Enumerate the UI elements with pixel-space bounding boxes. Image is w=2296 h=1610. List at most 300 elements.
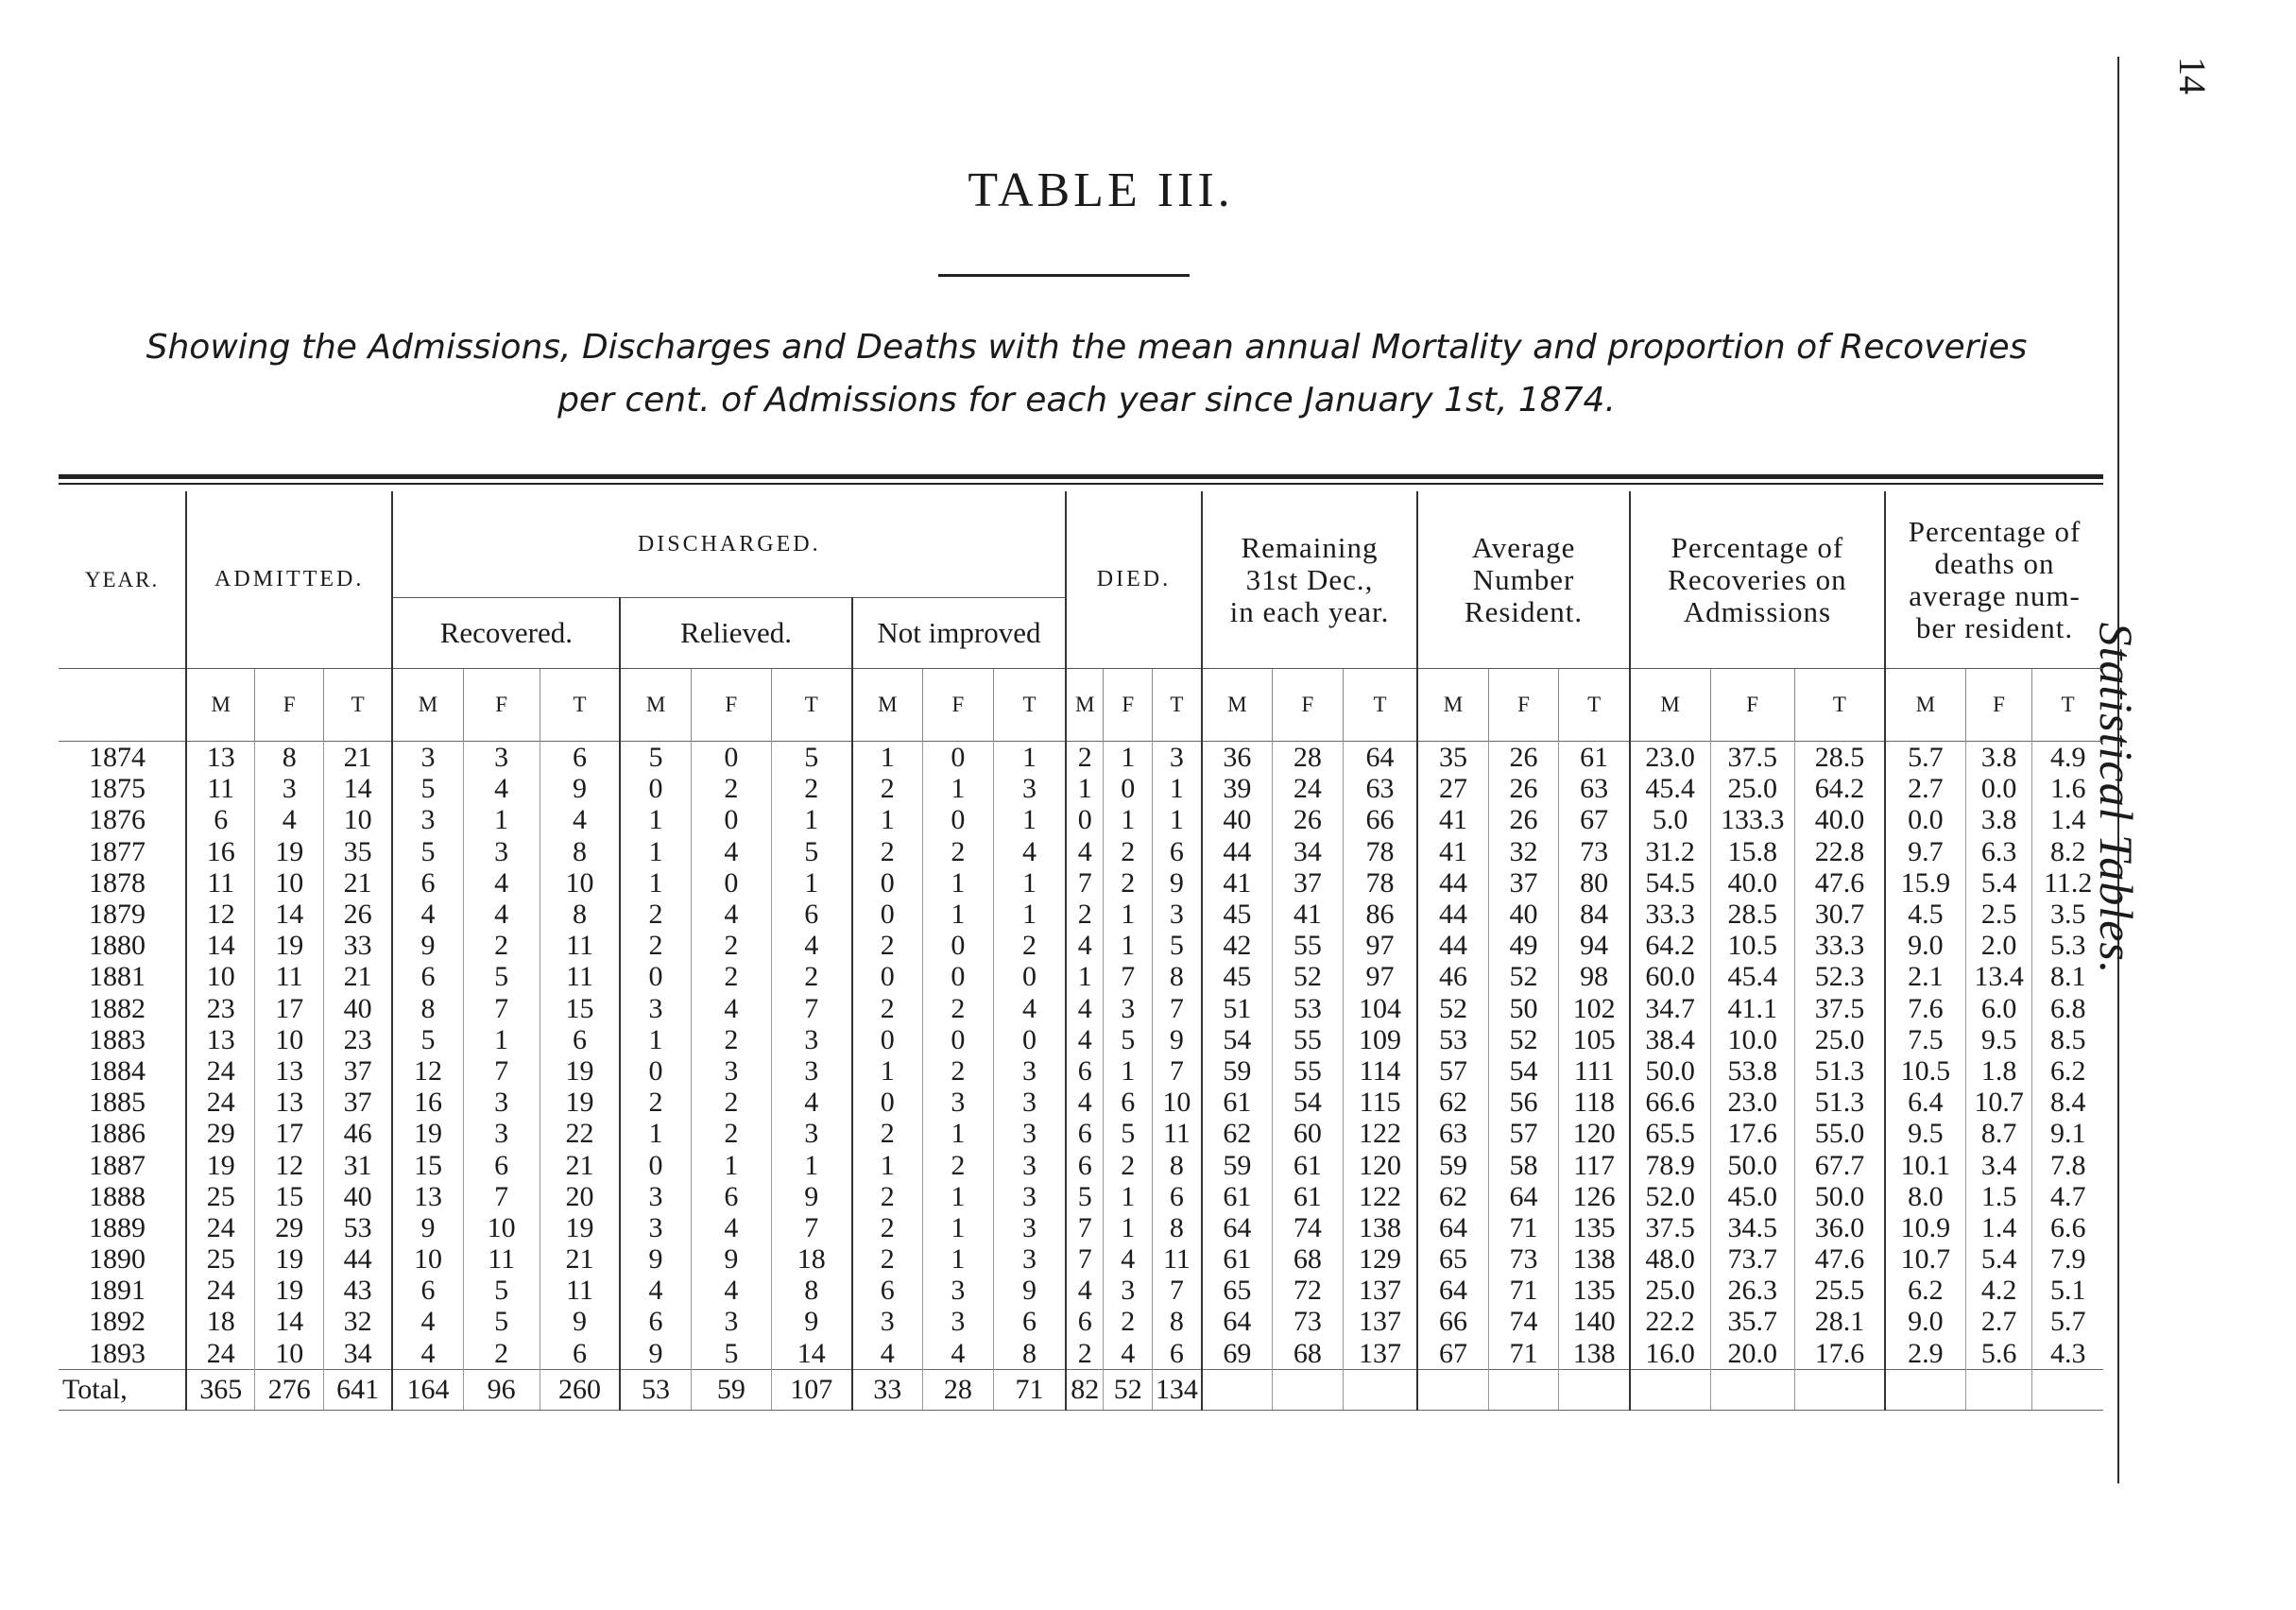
side-caption: Statistical Tables. — [2090, 622, 2143, 975]
table-cell: 1 — [922, 773, 993, 804]
table-cell: 2 — [852, 836, 923, 867]
row-label: 1892 — [89, 1306, 146, 1338]
table-row — [59, 993, 2103, 1024]
table-cell: 84 — [1559, 899, 1630, 930]
row-label: 1893 — [89, 1337, 146, 1369]
table-cell: 1 — [771, 867, 851, 899]
table-cell: 86 — [1343, 899, 1417, 930]
table-cell: 0 — [922, 930, 993, 961]
table-cell: 50.0 — [1794, 1181, 1885, 1212]
table-row — [59, 1243, 2103, 1275]
table-cell: 3 — [691, 1055, 771, 1087]
table-cell: 9 — [392, 930, 463, 961]
table-cell: 4.9 — [2032, 742, 2103, 774]
table-cell: 2 — [922, 1149, 993, 1180]
table-cell: 64 — [1202, 1212, 1273, 1243]
table-cell: 9.5 — [1885, 1118, 1965, 1149]
header-average-line-1: Average — [1471, 530, 1576, 564]
table-cell: 1 — [620, 1118, 691, 1149]
table-cell: 24 — [186, 1275, 255, 1306]
table-cell: 4 — [1066, 1087, 1103, 1118]
table-cell: 1 — [922, 1118, 993, 1149]
table-cell: 133.3 — [1710, 804, 1794, 835]
table-cell: 11 — [1153, 1243, 1202, 1275]
table-cell: 137 — [1343, 1275, 1417, 1306]
table-cell: 44 — [1417, 867, 1488, 899]
table-row — [59, 867, 2103, 899]
table-cell: 1 — [771, 1149, 851, 1180]
table-cell: 17.6 — [1794, 1338, 1885, 1370]
table-cell: 8.1 — [2032, 961, 2103, 992]
row-label: 1886 — [89, 1118, 146, 1150]
table-cell: 47.6 — [1794, 1243, 1885, 1275]
table-cell: 24 — [186, 1055, 255, 1087]
table-cell: 7 — [1066, 867, 1103, 899]
table-cell: 2.7 — [1885, 773, 1965, 804]
row-label: 1880 — [89, 930, 146, 962]
table-cell: 7.9 — [2032, 1243, 2103, 1275]
table-cell: 40.0 — [1710, 867, 1794, 899]
table-row — [59, 1149, 2103, 1180]
table-cell: 4 — [1066, 1024, 1103, 1055]
table-cell: 8 — [540, 836, 620, 867]
table-cell: 41 — [1272, 899, 1343, 930]
table-cell: 4 — [1104, 1338, 1153, 1370]
table-cell: 9.7 — [1885, 836, 1965, 867]
table-cell: 61 — [1272, 1181, 1343, 1212]
table-cell: 2 — [691, 1024, 771, 1055]
table-cell: 21 — [324, 961, 393, 992]
table-cell: 52.0 — [1630, 1181, 1710, 1212]
table-cell: 3 — [463, 836, 540, 867]
table-cell: 41 — [1417, 804, 1488, 835]
table-cell: 6 — [852, 1275, 923, 1306]
table-cell: 10 — [324, 804, 393, 835]
table-cell: 16 — [392, 1087, 463, 1118]
table-cell: 55.0 — [1794, 1118, 1885, 1149]
table-cell: 44 — [1417, 899, 1488, 930]
header-col-t: T — [324, 669, 393, 742]
table-cell: 9 — [691, 1243, 771, 1275]
table-cell: 15 — [255, 1181, 324, 1212]
table-cell: 37 — [1272, 867, 1343, 899]
header-remaining-line-1: Remaining — [1241, 530, 1379, 564]
table-cell: 33.3 — [1630, 899, 1710, 930]
table-cell: 4 — [771, 930, 851, 961]
table-cell: 25 — [186, 1243, 255, 1275]
table-cell: 10 — [392, 1243, 463, 1275]
table-row — [59, 742, 2103, 774]
table-cell: 40.0 — [1794, 804, 1885, 835]
row-label: 1890 — [89, 1243, 146, 1276]
table-cell: 3 — [392, 804, 463, 835]
table-cell: 6 — [1066, 1055, 1103, 1087]
table-cell: 37 — [324, 1087, 393, 1118]
table-cell: 1 — [993, 742, 1066, 774]
table-cell: 23.0 — [1710, 1087, 1794, 1118]
table-row — [59, 1055, 2103, 1087]
table-cell: 97 — [1343, 961, 1417, 992]
table-cell: 61 — [1272, 1149, 1343, 1180]
table-cell: 57 — [1417, 1055, 1488, 1087]
table-cell: 3 — [922, 1087, 993, 1118]
table-cell: 10.1 — [1885, 1149, 1965, 1180]
table-cell: 1 — [1153, 804, 1202, 835]
table-cell: 21 — [324, 742, 393, 774]
table-cell: 45 — [1202, 899, 1273, 930]
table-cell: 4 — [1066, 993, 1103, 1024]
table-cell: 1 — [1104, 1212, 1153, 1243]
table-cell: 4.2 — [1965, 1275, 2032, 1306]
table-cell: 3 — [463, 1118, 540, 1149]
table-cell: 0 — [620, 773, 691, 804]
table-cell: 78 — [1343, 867, 1417, 899]
table-cell: 4.5 — [1885, 899, 1965, 930]
table-cell — [1417, 1369, 1488, 1410]
header-average-line-2: Number — [1472, 562, 1575, 596]
table-cell: 0 — [691, 742, 771, 774]
table-cell: 34.5 — [1710, 1212, 1794, 1243]
table-cell: 2.9 — [1885, 1338, 1965, 1370]
table-cell: 8.4 — [2032, 1087, 2103, 1118]
table-cell: 2 — [922, 1055, 993, 1087]
table-cell: 50 — [1488, 993, 1559, 1024]
row-label: 1887 — [89, 1149, 146, 1181]
header-col-f: F — [1104, 669, 1153, 742]
table-cell: 3 — [463, 742, 540, 774]
table-cell: 641 — [324, 1369, 393, 1410]
table-cell: 24 — [186, 1338, 255, 1370]
table-cell: 3 — [852, 1306, 923, 1337]
table-cell: 5 — [771, 742, 851, 774]
table-cell: 32 — [1488, 836, 1559, 867]
table-cell: 8 — [1153, 1212, 1202, 1243]
table-cell: 7 — [771, 993, 851, 1024]
table-cell: 34.7 — [1630, 993, 1710, 1024]
table-cell: 62 — [1202, 1118, 1273, 1149]
table-cell — [1272, 1369, 1343, 1410]
table-cell: 105 — [1559, 1024, 1630, 1055]
row-label: 1884 — [89, 1054, 146, 1087]
header-col-m: M — [186, 669, 255, 742]
table-cell: 13 — [392, 1181, 463, 1212]
table-cell: 1 — [620, 836, 691, 867]
table-cell: 71 — [1488, 1212, 1559, 1243]
table-cell: 25 — [186, 1181, 255, 1212]
table-row — [59, 1338, 2103, 1370]
table-cell: 66 — [1417, 1306, 1488, 1337]
row-label: 1874 — [59, 742, 186, 774]
table-cell: 2 — [852, 773, 923, 804]
header-col-m: M — [1417, 669, 1488, 742]
table-cell: 2 — [691, 930, 771, 961]
table-cell: 5.4 — [1965, 867, 2032, 899]
table-cell: 52 — [1417, 993, 1488, 1024]
table-cell: 65 — [1417, 1243, 1488, 1275]
table-cell: 73 — [1488, 1243, 1559, 1275]
table-cell: 18 — [771, 1243, 851, 1275]
table-cell: 13.4 — [1965, 961, 2032, 992]
header-average-line-3: Resident. — [1464, 594, 1584, 628]
header-col-f: F — [463, 669, 540, 742]
table-cell: 1 — [1104, 742, 1153, 774]
table-cell: 14 — [255, 1306, 324, 1337]
table-cell: 260 — [540, 1369, 620, 1410]
table-cell: 3 — [993, 773, 1066, 804]
table-cell: 1 — [1104, 804, 1153, 835]
table-cell: 64 — [1202, 1306, 1273, 1337]
table-cell: 19 — [255, 1243, 324, 1275]
table-cell: 7 — [1153, 1275, 1202, 1306]
header-relieved: Relieved. — [620, 598, 851, 669]
table-cell: 24 — [1272, 773, 1343, 804]
header-col-t: T — [993, 669, 1066, 742]
table-cell: 73 — [1272, 1306, 1343, 1337]
table-cell: 6.2 — [1885, 1275, 1965, 1306]
table-cell: 54 — [1272, 1087, 1343, 1118]
row-label: 1885 — [89, 1087, 146, 1119]
table-cell: 43 — [324, 1275, 393, 1306]
table-cell: 6.3 — [1965, 836, 2032, 867]
table-cell: 40 — [1202, 804, 1273, 835]
table-cell: 38.4 — [1630, 1024, 1710, 1055]
table-cell: 10.7 — [1965, 1087, 2032, 1118]
table-cell: 10 — [255, 1338, 324, 1370]
table-cell: 0 — [852, 899, 923, 930]
table-cell: 4 — [1066, 836, 1103, 867]
table-cell: 4 — [771, 1087, 851, 1118]
table-cell: 42 — [1202, 930, 1273, 961]
table-cell: 37.5 — [1630, 1212, 1710, 1243]
table-cell: 17.6 — [1710, 1118, 1794, 1149]
table-cell — [1202, 1369, 1273, 1410]
table-cell: 1 — [691, 1149, 771, 1180]
table-cell: 53 — [1272, 993, 1343, 1024]
row-label: 1891 — [89, 1275, 146, 1307]
table-cell: 3 — [620, 1181, 691, 1212]
table-cell: 52 — [1488, 1024, 1559, 1055]
table-cell: 13 — [255, 1087, 324, 1118]
table-cell: 21 — [540, 1243, 620, 1275]
table-cell: 45.0 — [1710, 1181, 1794, 1212]
table-cell: 72 — [1272, 1275, 1343, 1306]
table-cell: 140 — [1559, 1306, 1630, 1337]
table-cell: 1.4 — [2032, 804, 2103, 835]
table-cell: 28 — [922, 1369, 993, 1410]
table-cell: 6 — [463, 1149, 540, 1180]
header-discharged: DISCHARGED. — [392, 491, 1066, 598]
table-cell: 11.2 — [2032, 867, 2103, 899]
table-cell: 1 — [1066, 773, 1103, 804]
table-row — [59, 1024, 2103, 1055]
table-cell: 59 — [691, 1369, 771, 1410]
table-cell: 1 — [852, 804, 923, 835]
table-cell: 33 — [324, 930, 393, 961]
table-cell: 1 — [922, 1181, 993, 1212]
table-cell: 4 — [691, 1212, 771, 1243]
table-cell: 20.0 — [1710, 1338, 1794, 1370]
subtitle-line-2: per cent. of Admissions for each year since January 1st, 1874. — [557, 381, 1616, 420]
table-cell: 37.5 — [1794, 993, 1885, 1024]
table-cell: 10.5 — [1885, 1055, 1965, 1087]
header-year: YEAR. — [84, 567, 160, 591]
table-cell: 4 — [993, 836, 1066, 867]
table-cell: 5.6 — [1965, 1338, 2032, 1370]
table-cell: 9 — [620, 1338, 691, 1370]
table-cell: 3 — [993, 1149, 1066, 1180]
table-cell: 12 — [392, 1055, 463, 1087]
table-cell: 8 — [1153, 961, 1202, 992]
header-recovered: Recovered. — [392, 598, 620, 669]
table-cell: 10 — [186, 961, 255, 992]
table-cell: 3 — [255, 773, 324, 804]
table-cell: 47.6 — [1794, 867, 1885, 899]
table-cell: 10 — [463, 1212, 540, 1243]
table-cell: 0 — [922, 961, 993, 992]
table-cell: 34 — [1272, 836, 1343, 867]
table-cell — [1343, 1369, 1417, 1410]
table-cell: 3 — [1153, 742, 1202, 774]
header-admitted: ADMITTED. — [186, 491, 392, 669]
table-cell: 9 — [620, 1243, 691, 1275]
table-cell: 19 — [392, 1118, 463, 1149]
table-cell: 0 — [620, 1149, 691, 1180]
table-cell: 7.8 — [2032, 1149, 2103, 1180]
table-cell: 31 — [324, 1149, 393, 1180]
table-cell: 26.3 — [1710, 1275, 1794, 1306]
table-cell: 11 — [186, 867, 255, 899]
table-cell: 15 — [392, 1149, 463, 1180]
table-cell: 0 — [852, 1087, 923, 1118]
table-cell: 4.7 — [2032, 1181, 2103, 1212]
header-died: DIED. — [1066, 491, 1201, 669]
header-pct-deaths — [1885, 491, 2103, 669]
table-cell: 6 — [540, 1338, 620, 1370]
table-cell: 44 — [1202, 836, 1273, 867]
header-not-improved: Not improved — [852, 598, 1067, 669]
table-cell: 5 — [1153, 930, 1202, 961]
table-cell: 6.6 — [2032, 1212, 2103, 1243]
table-cell: 50.0 — [1630, 1055, 1710, 1087]
header-col-f: F — [922, 669, 993, 742]
table-cell: 45 — [1202, 961, 1273, 992]
table-cell: 5.4 — [1965, 1243, 2032, 1275]
table-cell: 40 — [1488, 899, 1559, 930]
table-cell: 122 — [1343, 1181, 1417, 1212]
table-cell: 27 — [1417, 773, 1488, 804]
table-cell: 25.0 — [1710, 773, 1794, 804]
table-cell: 41 — [1202, 867, 1273, 899]
table-cell: 12 — [186, 899, 255, 930]
table-cell: 0 — [852, 867, 923, 899]
table-cell: 3 — [922, 1275, 993, 1306]
header-col-t: T — [540, 669, 620, 742]
table-cell: 2 — [620, 930, 691, 961]
table-cell — [1965, 1369, 2032, 1410]
table-cell: 26 — [1488, 742, 1559, 774]
table-cell: 37 — [324, 1055, 393, 1087]
table-cell: 6.8 — [2032, 993, 2103, 1024]
table-cell: 129 — [1343, 1243, 1417, 1275]
table-cell: 21 — [540, 1149, 620, 1180]
table-cell: 2 — [620, 899, 691, 930]
table-cell: 71 — [1488, 1338, 1559, 1370]
table-cell: 5.0 — [1630, 804, 1710, 835]
table-cell: 45.4 — [1630, 773, 1710, 804]
table-cell: 3.5 — [2032, 899, 2103, 930]
table-cell: 28.1 — [1794, 1306, 1885, 1337]
table-cell: 1.8 — [1965, 1055, 2032, 1087]
table-cell: 4 — [1066, 1275, 1103, 1306]
table-cell: 2 — [1104, 867, 1153, 899]
table-cell: 5 — [1104, 1024, 1153, 1055]
table-cell: 0 — [620, 1055, 691, 1087]
header-remaining — [1202, 491, 1418, 669]
table-cell: 60.0 — [1630, 961, 1710, 992]
table-cell: 36.0 — [1794, 1212, 1885, 1243]
table-cell: 53 — [1417, 1024, 1488, 1055]
table-cell: 6 — [771, 899, 851, 930]
table-cell: 22 — [540, 1118, 620, 1149]
table-cell: 6 — [993, 1306, 1066, 1337]
table-cell: 9.0 — [1885, 930, 1965, 961]
table-cell: 2 — [922, 836, 993, 867]
table-cell: 10.7 — [1885, 1243, 1965, 1275]
table-cell: 4 — [852, 1338, 923, 1370]
header-remaining-line-2: 31st Dec., — [1245, 562, 1374, 596]
table-cell: 9.1 — [2032, 1118, 2103, 1149]
table-cell: 6 — [620, 1306, 691, 1337]
table-cell: 1 — [852, 1055, 923, 1087]
table-cell: 3 — [993, 1212, 1066, 1243]
table-cell: 4 — [1104, 1243, 1153, 1275]
table-cell: 8 — [1153, 1306, 1202, 1337]
header-remaining-line-3: in each year. — [1229, 594, 1390, 628]
table-cell: 1.6 — [2032, 773, 2103, 804]
table-cell: 37.5 — [1710, 742, 1794, 774]
table-cell: 20 — [540, 1181, 620, 1212]
row-label: 1881 — [89, 961, 146, 993]
table-cell: 7 — [463, 1055, 540, 1087]
table-cell: 71 — [1488, 1275, 1559, 1306]
table-cell: 74 — [1488, 1306, 1559, 1337]
table-cell: 3 — [463, 1087, 540, 1118]
table-cell: 6 — [1153, 1338, 1202, 1370]
table-cell: 1 — [1104, 1181, 1153, 1212]
table-cell: 0 — [922, 804, 993, 835]
table-cell: 5 — [392, 1024, 463, 1055]
table-cell: 35.7 — [1710, 1306, 1794, 1337]
table-cell: 97 — [1343, 930, 1417, 961]
header-col-t: T — [1153, 669, 1202, 742]
header-col-m: M — [392, 669, 463, 742]
header-pct-deaths-line-3: average num- — [1909, 578, 2081, 612]
table-row — [59, 961, 2103, 992]
title-underline — [938, 274, 1190, 277]
table-cell: 5 — [392, 836, 463, 867]
table-cell: 9 — [771, 1181, 851, 1212]
table-cell: 135 — [1559, 1275, 1630, 1306]
table-cell: 10 — [1153, 1087, 1202, 1118]
table-cell: 10.9 — [1885, 1212, 1965, 1243]
header-col-t: T — [1794, 669, 1885, 742]
table-cell: 53 — [324, 1212, 393, 1243]
table-cell: 54.5 — [1630, 867, 1710, 899]
table-cell: 9 — [1153, 867, 1202, 899]
table-cell: 0 — [993, 1024, 1066, 1055]
table-cell: 3.8 — [1965, 804, 2032, 835]
table-body — [59, 742, 2103, 1411]
